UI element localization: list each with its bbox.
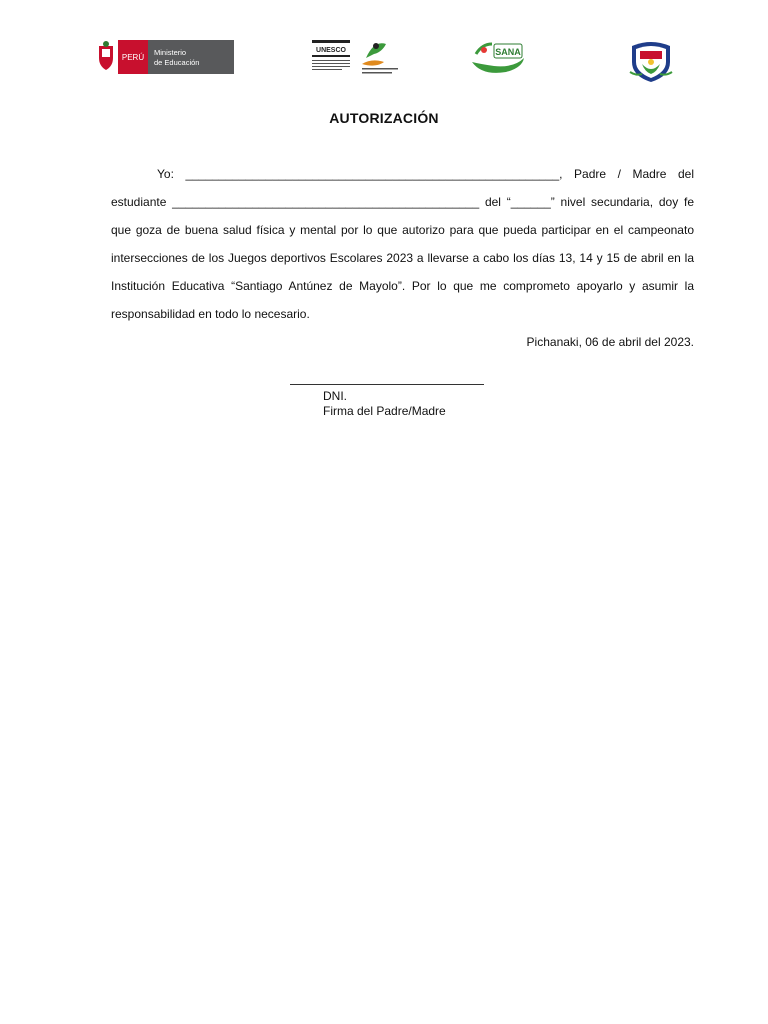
signature-role-label: Firma del Padre/Madre xyxy=(323,404,446,418)
unesco-logo xyxy=(310,38,402,78)
svg-text:Ministerio: Ministerio xyxy=(154,48,187,57)
dni-label: DNI. xyxy=(323,389,347,403)
sana-logo xyxy=(470,40,526,76)
school-crest-logo xyxy=(628,38,674,84)
svg-text:PERÚ: PERÚ xyxy=(121,53,145,62)
header-logos xyxy=(0,36,768,86)
minedu-logo xyxy=(96,40,234,74)
unesco-temple-icon xyxy=(312,40,350,70)
peru-shield-icon xyxy=(99,41,113,70)
document-title: AUTORIZACIÓN xyxy=(329,110,439,126)
svg-text:de Educación: de Educación xyxy=(154,58,200,67)
authorization-paragraph: Yo: ________________________________________________________, Padre / Madre del estudiante ______________________________________________ del “______” nivel secundaria, doy fe que goza de buena salud física y mental por lo que autorizo para que pueda participar en el campeonato intersecciones de los Juegos deportivos Escolares 2023 a llevarse a cabo los días 13, 14 y 15 de abril en la Institución Educativa “Santiago Antúnez de Mayolo”. Por lo que me comprometo apoyarlo y asumir la responsabilidad en todo lo necesario. xyxy=(111,167,694,321)
signature-line xyxy=(290,384,484,385)
authorization-body xyxy=(111,160,694,356)
signature-block xyxy=(290,370,490,419)
svg-text:SANA: SANA xyxy=(495,47,521,57)
date-line: Pichanaki, 06 de abril del 2023. xyxy=(526,335,694,349)
schools-network-icon xyxy=(362,43,398,74)
svg-text:UNESCO: UNESCO xyxy=(316,47,346,54)
